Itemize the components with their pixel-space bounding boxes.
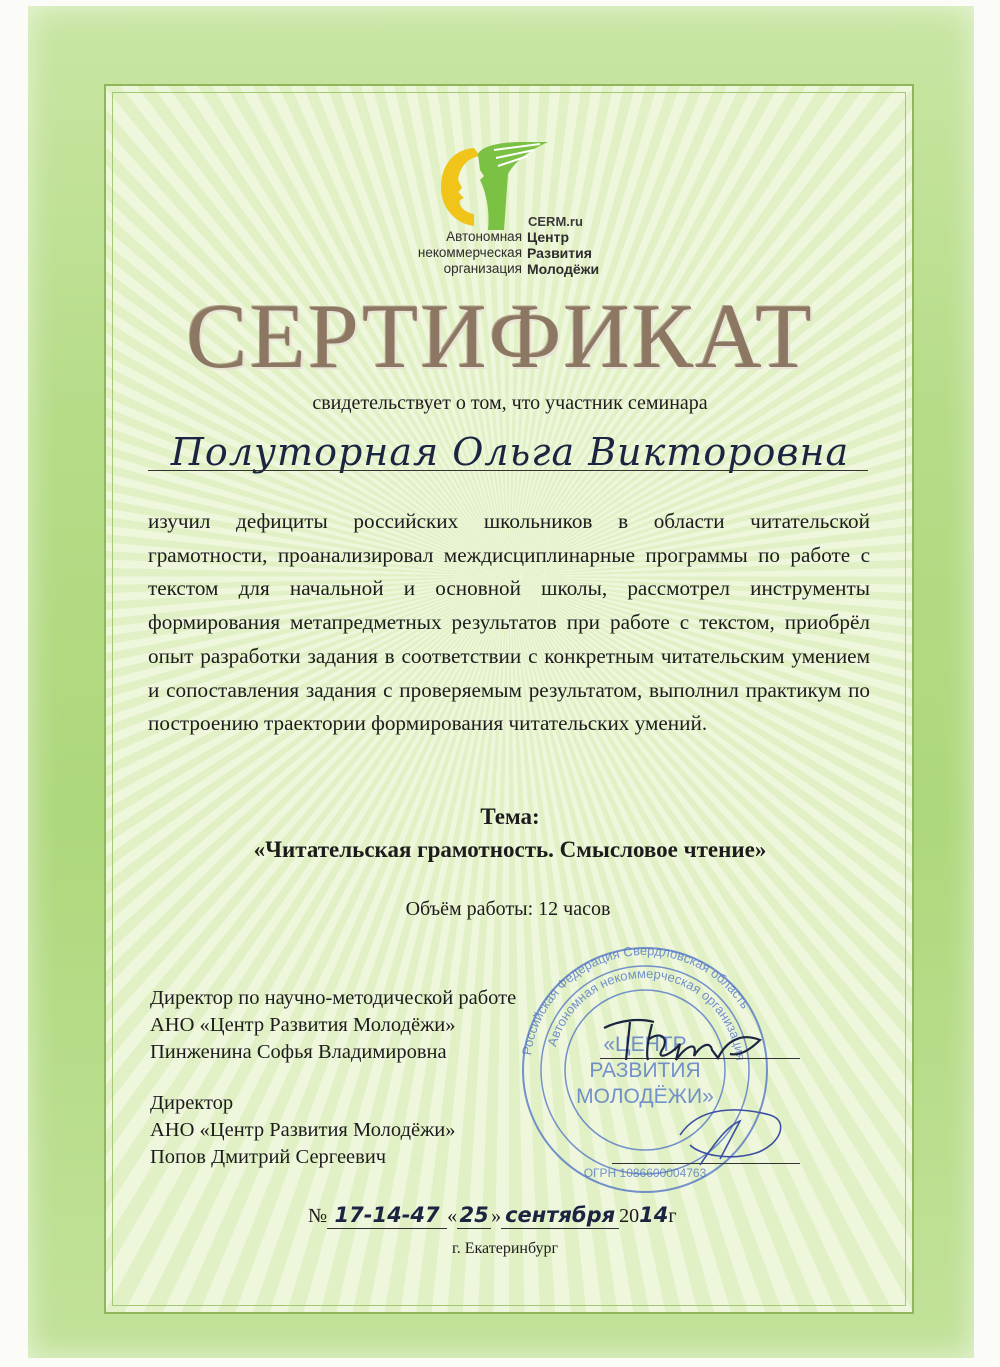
topic-label: Тема: xyxy=(480,804,540,829)
signatory-1 xyxy=(150,985,516,1066)
signatory-2-org: АНО «Центр Развития Молодёжи» xyxy=(150,1119,456,1141)
date-month-field xyxy=(501,1203,619,1229)
date-open-quote: « xyxy=(447,1205,458,1227)
participant-name: Полуторная Ольга Викторовна xyxy=(170,430,850,474)
year-prefix: 20 xyxy=(619,1205,640,1227)
signatory-2-name: Попов Дмитрий Сергеевич xyxy=(150,1146,387,1168)
signatory-1-org: АНО «Центр Развития Молодёжи» xyxy=(150,1014,456,1036)
date-day-field xyxy=(457,1203,491,1229)
topic-title: «Читательская грамотность. Смысловое чтение» xyxy=(253,837,767,862)
logo-right-line-1: Центр xyxy=(527,229,570,245)
logo-org-name xyxy=(527,229,599,277)
logo-left-line-2: некоммерческая xyxy=(417,245,522,260)
signatory-2 xyxy=(150,1090,455,1171)
certificate-number: 17-14-47 xyxy=(334,1203,440,1227)
signature-2-icon xyxy=(660,1095,800,1170)
logo-right-line-2: Развития xyxy=(527,245,592,261)
stamp-center-2: РАЗВИТИЯ xyxy=(589,1059,701,1082)
number-prefix: № xyxy=(308,1205,328,1227)
logo-right-line-3: Молодёжи xyxy=(527,261,600,277)
logo-site: CERM.ru xyxy=(528,214,583,229)
cerm-logo xyxy=(400,140,620,280)
certificate-subtitle: свидетельствует о том, что участник семинара xyxy=(312,392,708,414)
certificate-number-field xyxy=(327,1203,447,1229)
logo-left-line-3: организация xyxy=(443,261,522,276)
stamp-inner-text: Автономная некоммерческая организация xyxy=(544,965,749,1062)
date-day: 25 xyxy=(459,1203,489,1227)
year-suffix: 14 xyxy=(639,1203,669,1227)
signatory-2-position: Директор xyxy=(150,1092,234,1114)
city: г. Екатеринбург xyxy=(451,1240,559,1257)
stamp-center-3: МОЛОДЁЖИ» xyxy=(576,1085,714,1108)
logo-left-line-1: Автономная xyxy=(446,229,522,244)
signature-1-icon xyxy=(600,1010,780,1070)
logo-org-type xyxy=(400,229,522,277)
work-volume: Объём работы: 12 часов xyxy=(405,898,611,920)
signatory-1-name: Пинженина Софья Владимировна xyxy=(150,1041,447,1063)
certificate-title: СЕРТИФИКАТ xyxy=(186,285,814,387)
stamp-center-1: «ЦЕНТР xyxy=(603,1033,687,1056)
stamp-ogrn: ОГРН 1086600004763 xyxy=(583,1166,707,1180)
stamp-outer-text: Российская Федерация Свердловская область xyxy=(518,945,753,1057)
signatory-1-position: Директор по научно-методической работе xyxy=(150,987,517,1009)
certificate-body: изучил дефициты российских школьников в области читательской грамотности, проанализировал междисциплинарные программы по работе с текстом для начальной и основной школы, рассмотрел инструменты формирования метапредметных результатов при работе с текстом, приобрёл опыт разработки задания в соответствии с конкретным читательским умением и сопоставления задания с проверяемым результатом, выполнил практикум по построению траектории формирования читательских умений. xyxy=(148,509,870,736)
name-underline xyxy=(148,470,868,471)
date-close-quote: » xyxy=(491,1205,502,1227)
date-month: сентября xyxy=(505,1203,616,1227)
year-unit: г xyxy=(668,1205,677,1227)
certificate-footer xyxy=(308,1203,728,1229)
